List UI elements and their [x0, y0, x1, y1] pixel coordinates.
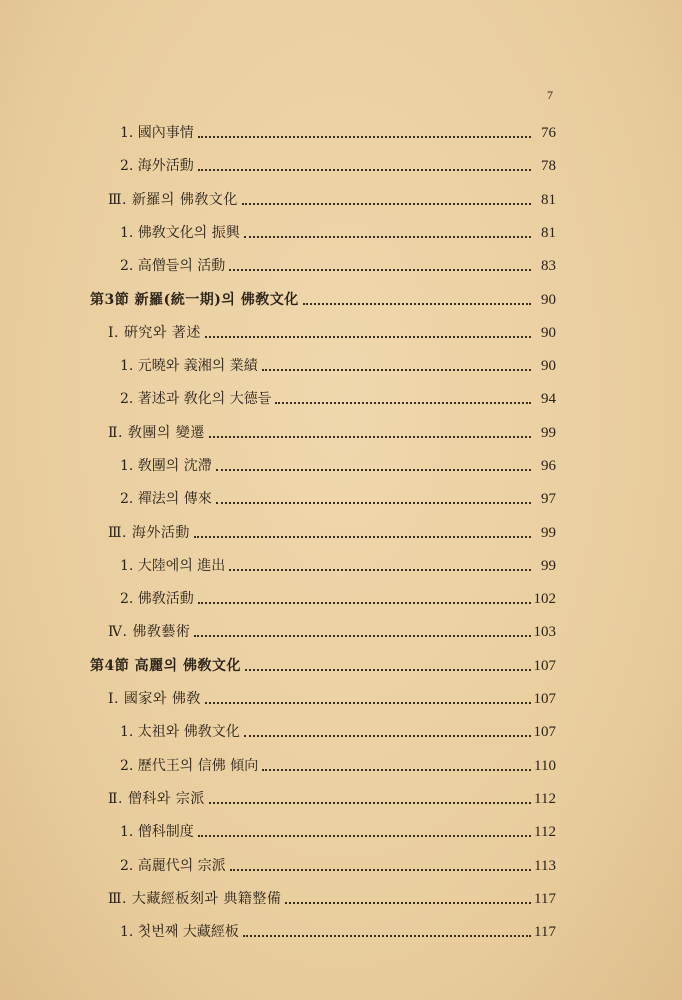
toc-entry-label: Ⅱ. 敎團의 變遷 — [108, 425, 205, 441]
toc-entry — [120, 815, 556, 841]
toc-entry-label: 1. 國內事情 — [120, 125, 194, 141]
toc-entry-label: 1. 佛敎文化의 振興 — [120, 225, 240, 241]
toc-entry — [108, 615, 556, 641]
toc-entry-label: 1. 太祖와 佛敎文化 — [120, 724, 240, 740]
toc-entry-page: 117 — [534, 924, 556, 940]
toc-entry-label: 2. 禪法의 傳來 — [120, 491, 212, 507]
toc-entry — [108, 516, 556, 542]
toc-entry — [120, 582, 556, 608]
dot-leader — [216, 469, 531, 471]
toc-entry-label: 2. 佛敎活動 — [120, 591, 194, 607]
toc-entry-page: 107 — [533, 691, 556, 707]
toc-entry-label: Ⅰ. 硏究와 著述 — [108, 325, 201, 341]
toc-entry-page: 110 — [534, 758, 556, 774]
toc-entry-label: 2. 歷代王의 信佛 傾向 — [120, 758, 259, 774]
dot-leader — [303, 303, 531, 305]
dot-leader — [244, 735, 531, 737]
dot-leader — [285, 902, 531, 904]
toc-entry — [108, 782, 556, 808]
toc-entry-label: Ⅲ. 新羅의 佛敎文化 — [108, 192, 238, 208]
toc-entry-page: 107 — [533, 724, 556, 740]
toc-entry-label: Ⅱ. 僧科와 宗派 — [108, 791, 205, 807]
toc-entry-label: 第3節 新羅(統一期)의 佛敎文化 — [90, 292, 299, 308]
toc-entry-page: 90 — [541, 358, 556, 374]
toc-entry-page: 90 — [541, 292, 556, 308]
toc-entry — [90, 649, 556, 675]
dot-leader — [205, 336, 531, 338]
toc-entry — [120, 116, 556, 142]
toc-entry-label: 2. 著述과 敎化의 大德들 — [120, 391, 272, 407]
toc-entry-label: 第4節 高麗의 佛敎文化 — [90, 658, 242, 674]
toc-entry-label: 2. 高麗代의 宗派 — [120, 858, 226, 874]
toc-entry — [120, 349, 556, 375]
toc-entry — [120, 715, 556, 741]
dot-leader — [216, 502, 531, 504]
toc-entry-label: Ⅲ. 大藏經板刻과 典籍整備 — [108, 891, 282, 907]
toc-entry-page: 113 — [534, 858, 556, 874]
toc-entry-page: 99 — [541, 525, 556, 541]
toc-entry-label: 1. 첫번째 大藏經板 — [120, 924, 239, 940]
page-number: 7 — [547, 88, 553, 102]
dot-leader — [244, 236, 531, 238]
toc-entry-page: 112 — [534, 791, 556, 807]
toc-entry — [120, 249, 556, 275]
toc-entry-label: 2. 高僧들의 活動 — [120, 258, 226, 274]
dot-leader — [262, 769, 531, 771]
toc-entry-page: 96 — [541, 458, 556, 474]
toc-entry-label: 1. 僧科制度 — [120, 824, 194, 840]
toc-entry — [108, 316, 556, 342]
dot-leader — [275, 402, 531, 404]
dot-leader — [198, 835, 531, 837]
dot-leader — [209, 436, 531, 438]
toc-entry-label: 1. 敎團의 沈滯 — [120, 458, 212, 474]
toc-entry-page: 117 — [534, 891, 556, 907]
dot-leader — [229, 269, 531, 271]
toc-entry — [108, 416, 556, 442]
toc-entry-label: Ⅰ. 國家와 佛敎 — [108, 691, 201, 707]
toc-entry-label: 1. 大陸에의 進出 — [120, 558, 226, 574]
toc-entry-page: 99 — [541, 558, 556, 574]
dot-leader — [209, 802, 531, 804]
toc-entry-page: 102 — [533, 591, 556, 607]
toc-entry — [108, 882, 556, 908]
toc-entry-page: 83 — [541, 258, 556, 274]
toc-entry-page: 76 — [541, 125, 556, 141]
dot-leader — [245, 669, 531, 671]
toc-entry-label: 1. 元曉와 義湘의 業績 — [120, 358, 258, 374]
dot-leader — [198, 602, 531, 604]
toc-entry — [120, 382, 556, 408]
dot-leader — [242, 203, 531, 205]
dot-leader — [198, 136, 531, 138]
toc-entry-page: 112 — [534, 824, 556, 840]
dot-leader — [243, 935, 531, 937]
toc-entry-page: 97 — [541, 491, 556, 507]
toc-entry-page: 81 — [541, 225, 556, 241]
dot-leader — [198, 169, 531, 171]
toc-entry — [120, 549, 556, 575]
toc-entry — [120, 449, 556, 475]
toc-entry-page: 94 — [541, 391, 556, 407]
toc-entry — [120, 216, 556, 242]
dot-leader — [230, 869, 531, 871]
dot-leader — [205, 702, 531, 704]
toc-entry-page: 90 — [541, 325, 556, 341]
toc-entry-label: Ⅲ. 海外活動 — [108, 525, 190, 541]
toc-entry-label: 2. 海外活動 — [120, 158, 194, 174]
toc-entry-page: 99 — [541, 425, 556, 441]
toc-entry-label: Ⅳ. 佛敎藝術 — [108, 624, 191, 640]
dot-leader — [194, 635, 531, 637]
toc-entry-page: 107 — [533, 658, 556, 674]
toc-entry — [120, 149, 556, 175]
dot-leader — [194, 536, 531, 538]
dot-leader — [262, 369, 531, 371]
dot-leader — [229, 569, 531, 571]
toc-entry — [120, 749, 556, 775]
toc-entry — [108, 183, 556, 209]
toc-entry-page: 103 — [533, 624, 556, 640]
toc-entry — [120, 482, 556, 508]
toc-entry — [108, 682, 556, 708]
toc-entry — [120, 915, 556, 941]
toc-entry-page: 81 — [541, 192, 556, 208]
toc-entry — [90, 283, 556, 309]
toc-entry-page: 78 — [541, 158, 556, 174]
toc-entry — [120, 849, 556, 875]
